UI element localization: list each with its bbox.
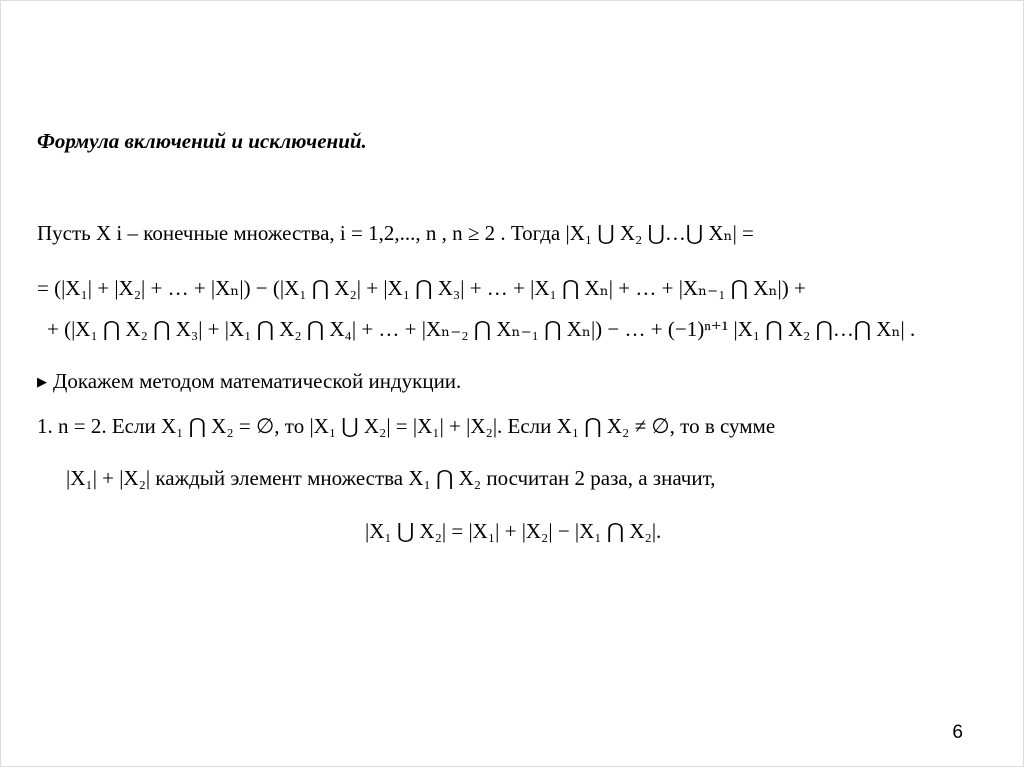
slide-title: Формула включений и исключений. <box>37 129 367 153</box>
proof-intro-line <box>37 371 461 392</box>
formula-line-3: + (|X₁ ⋂ X₂ ⋂ X₃| + |X₁ ⋂ X₂ ⋂ X₄| + … + |Xₙ₋₂ ⋂ Xₙ₋₁ ⋂ Xₙ|) − … + (−1)ⁿ⁺¹ |X₁ ⋂ X₂ ⋂…⋂ Xₙ| . <box>47 317 916 341</box>
formula-line-2: = (|X₁| + |X₂| + … + |Xₙ|) − (|X₁ ⋂ X₂| + |X₁ ⋂ X₃| + … + |X₁ ⋂ Xₙ| + … + |Xₙ₋₁ ⋂ Xₙ|) + <box>37 276 806 300</box>
base-case-line: 1. n = 2. Если X₁ ⋂ X₂ = ∅, то |X₁ ⋃ X₂| = |X₁| + |X₂|. Если X₁ ⋂ X₂ ≠ ∅, то в сумме <box>37 414 776 438</box>
base-case-formula: |X₁ ⋃ X₂| = |X₁| + |X₂| − |X₁ ⋂ X₂|. <box>365 519 662 543</box>
triangle-right-icon: ▶ <box>37 374 47 389</box>
page-number: 6 <box>952 722 963 743</box>
proof-intro-text: Докажем методом математической индукции. <box>53 369 462 393</box>
base-case-explanation: |X₁| + |X₂| каждый элемент множества X₁ ⋂ X₂ посчитан 2 раза, а значит, <box>66 466 716 490</box>
formula-intro-line: Пусть X i – конечные множества, i = 1,2,..., n , n ≥ 2 . Тогда |X₁ ⋃ X₂ ⋃…⋃ Xₙ| = <box>37 221 754 245</box>
